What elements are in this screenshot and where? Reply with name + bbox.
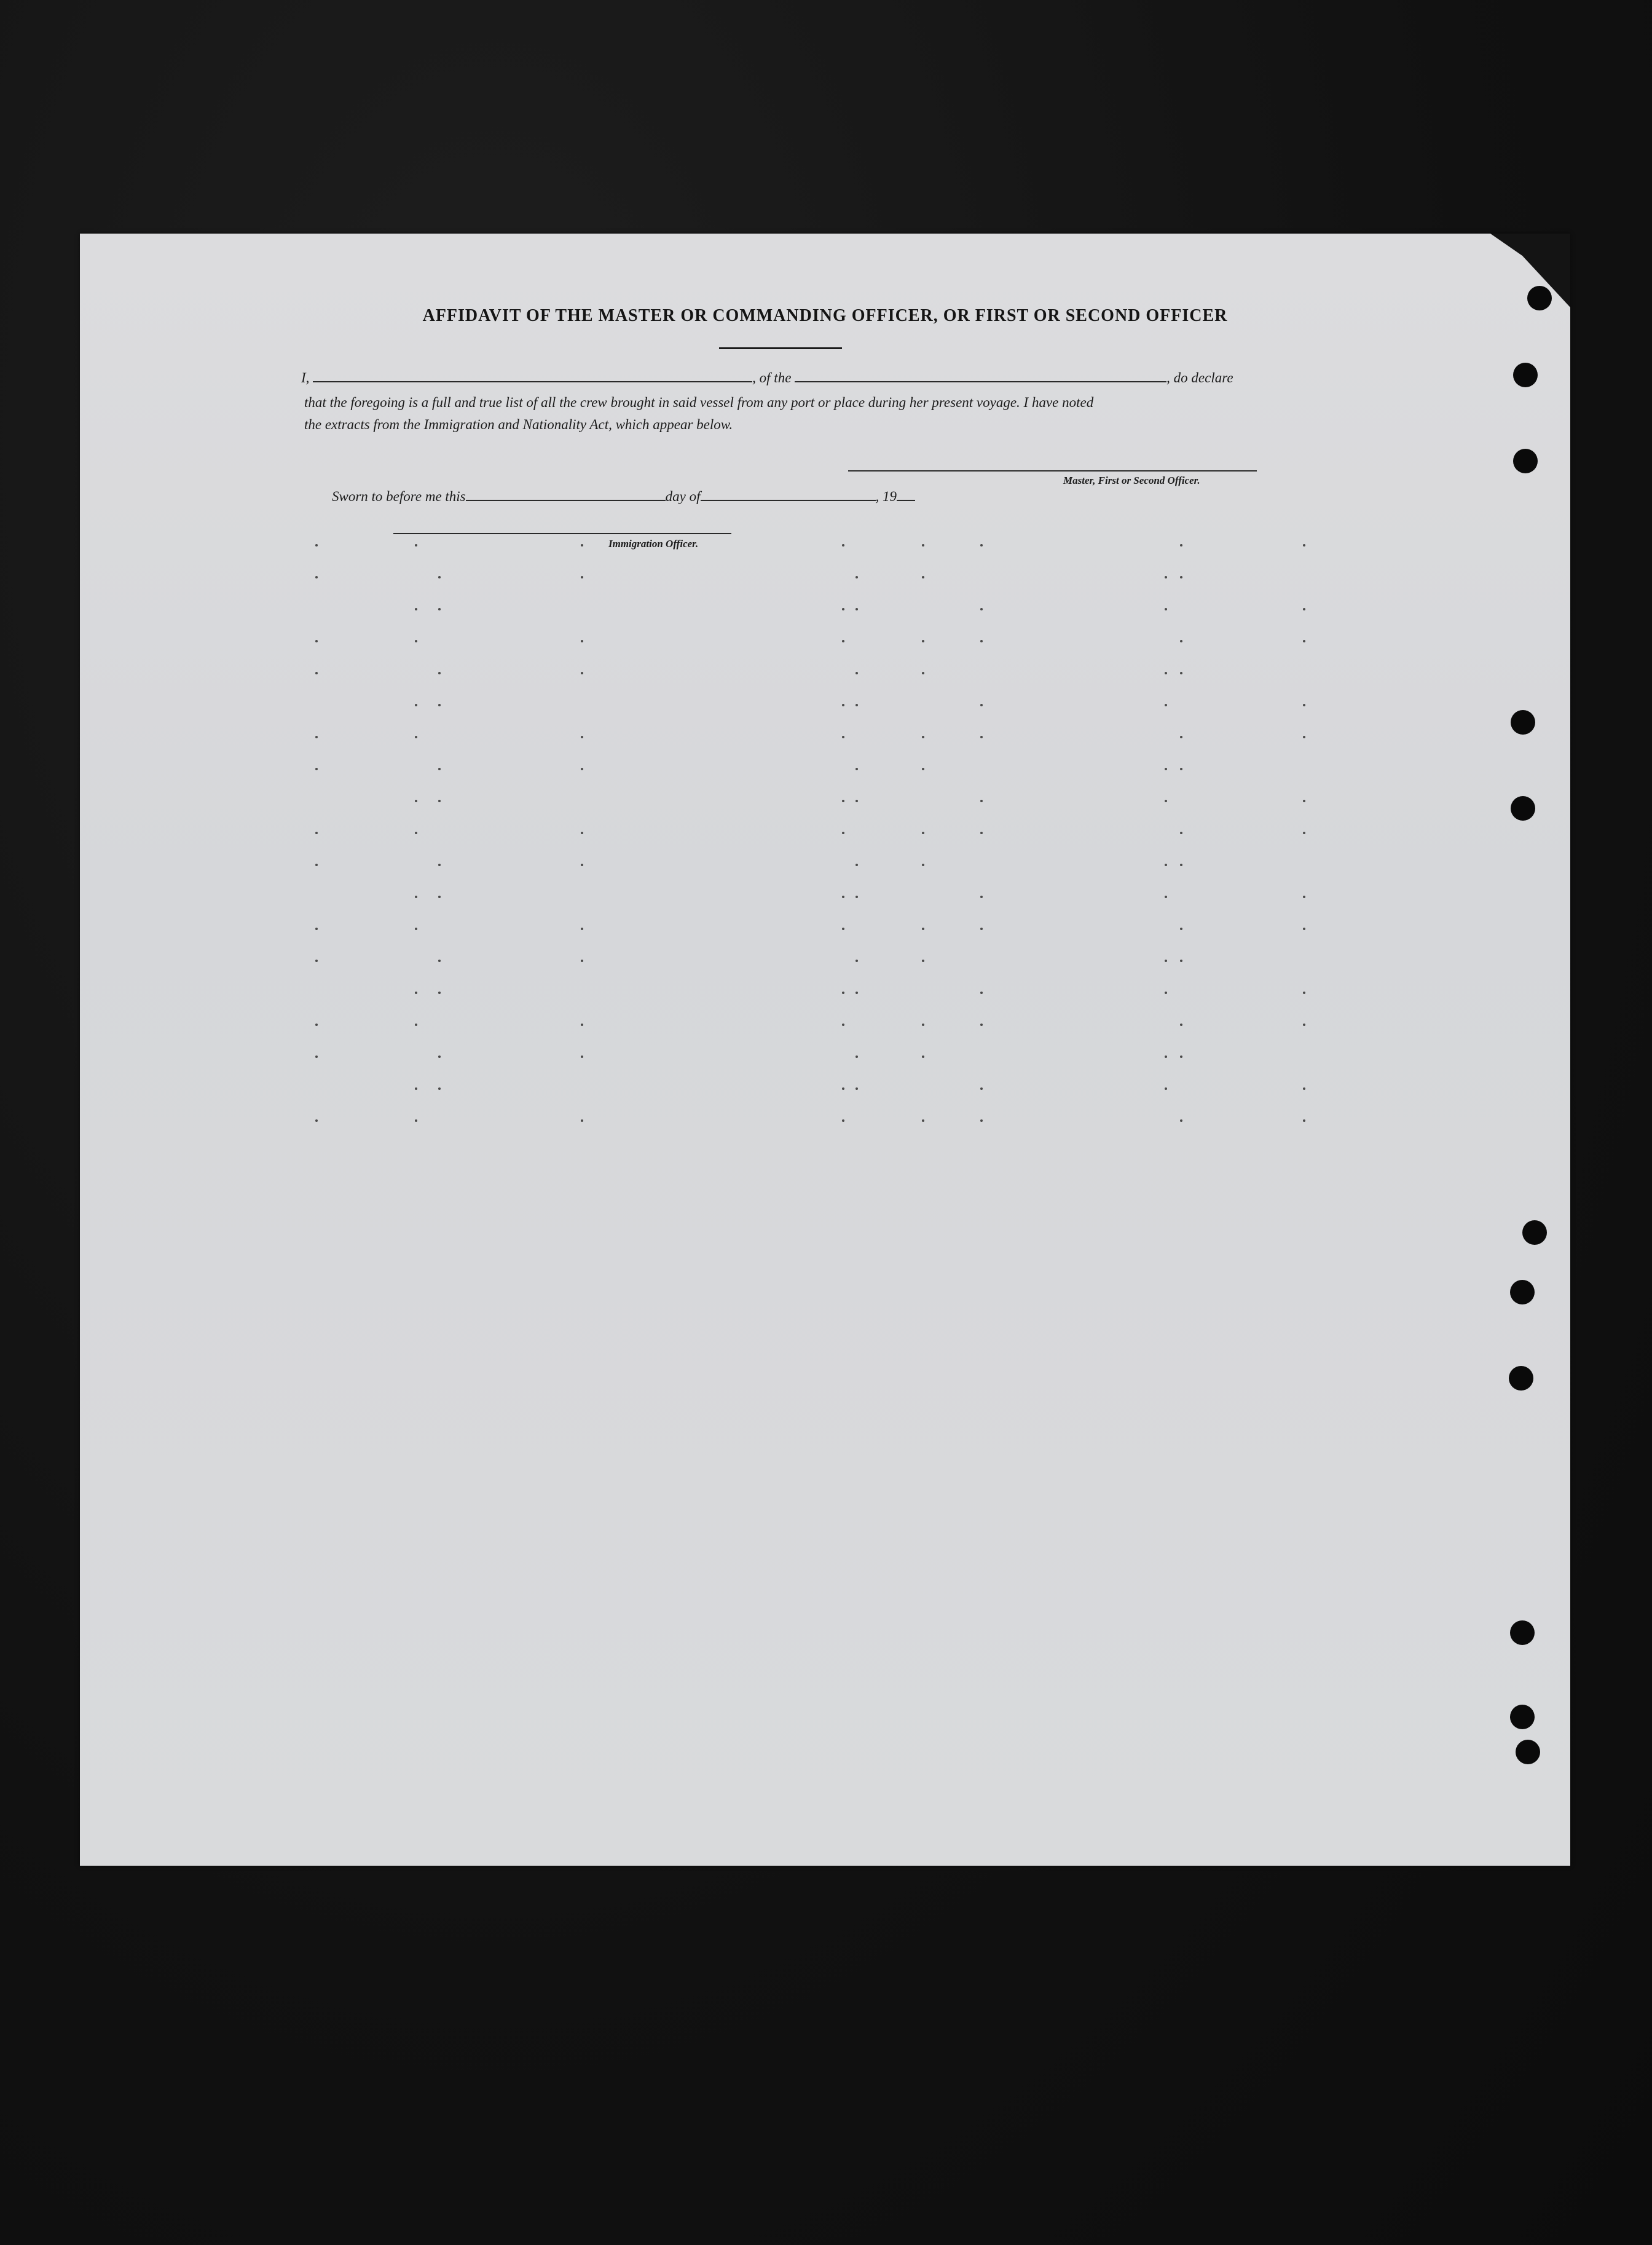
dot-leader xyxy=(1180,1055,1182,1058)
dot-leader xyxy=(1303,992,1305,994)
punch-hole xyxy=(1511,710,1535,735)
dot-leader xyxy=(1303,800,1305,802)
dot-leader xyxy=(581,544,583,546)
dot-leader xyxy=(438,576,441,578)
dot-leader xyxy=(922,640,924,642)
dot-leader xyxy=(856,896,858,898)
dot-leader xyxy=(1303,736,1305,738)
dot-leader xyxy=(842,896,844,898)
dot-leader xyxy=(922,672,924,674)
dot-leader xyxy=(438,608,441,610)
punch-hole xyxy=(1510,1620,1535,1645)
dot-leader xyxy=(1165,992,1167,994)
dot-leader xyxy=(415,640,417,642)
dot-leader xyxy=(1180,1119,1182,1122)
dot-leader xyxy=(581,1055,583,1058)
dot-leader xyxy=(315,864,318,866)
dot-leader xyxy=(922,928,924,930)
dot-leader xyxy=(415,544,417,546)
dot-leader xyxy=(1165,768,1167,770)
dot-leader xyxy=(842,1119,844,1122)
dot-leader xyxy=(1165,800,1167,802)
dot-leader xyxy=(1180,1024,1182,1026)
declaration-i: I, xyxy=(301,370,310,385)
dot-leader xyxy=(581,1024,583,1026)
dot-leader xyxy=(856,768,858,770)
dot-leader xyxy=(842,1024,844,1026)
dot-leader xyxy=(315,1024,318,1026)
dot-leader xyxy=(581,864,583,866)
dot-leader xyxy=(980,1087,983,1090)
punch-hole xyxy=(1513,449,1538,473)
dot-leader xyxy=(415,608,417,610)
dot-leader xyxy=(315,544,318,546)
dot-leader xyxy=(856,800,858,802)
dot-leader xyxy=(1303,704,1305,706)
dot-leader xyxy=(315,576,318,578)
dot-leader xyxy=(581,832,583,834)
dot-leader xyxy=(415,704,417,706)
dot-leader xyxy=(581,736,583,738)
punch-hole xyxy=(1510,1280,1535,1304)
dot-leader xyxy=(1180,960,1182,962)
punch-hole xyxy=(1511,796,1535,821)
dot-leader xyxy=(1303,640,1305,642)
dot-leader xyxy=(842,608,844,610)
dot-leader xyxy=(438,1055,441,1058)
dot-leader xyxy=(581,576,583,578)
dot-leader xyxy=(1303,608,1305,610)
dot-leader xyxy=(922,544,924,546)
dot-leader xyxy=(581,640,583,642)
dot-leader xyxy=(581,1119,583,1122)
dot-leader xyxy=(980,928,983,930)
dot-leader xyxy=(1165,896,1167,898)
dot-leader xyxy=(856,608,858,610)
dot-leader xyxy=(980,608,983,610)
dot-leader xyxy=(922,1024,924,1026)
dot-leader xyxy=(856,864,858,866)
dot-leader xyxy=(922,736,924,738)
dot-leader xyxy=(1303,1087,1305,1090)
dot-leader xyxy=(842,800,844,802)
dot-leader xyxy=(922,960,924,962)
dot-leader xyxy=(1303,544,1305,546)
dot-leader xyxy=(980,736,983,738)
dot-leader xyxy=(1165,864,1167,866)
dot-leader xyxy=(1180,544,1182,546)
dot-leader xyxy=(438,800,441,802)
dot-leader xyxy=(415,1024,417,1026)
punch-hole xyxy=(1516,1740,1540,1764)
dot-leader xyxy=(1180,832,1182,834)
dot-leader xyxy=(438,960,441,962)
sworn-day-of: day of xyxy=(665,489,701,504)
dot-leader xyxy=(415,800,417,802)
affidavit-title: AFFIDAVIT OF THE MASTER OR COMMANDING OFFICER, OR FIRST OR SECOND OFFICER xyxy=(422,306,1228,325)
dot-leader xyxy=(922,1055,924,1058)
dot-leader xyxy=(980,704,983,706)
dot-leader xyxy=(922,1119,924,1122)
declaration-of-the: , of the xyxy=(752,370,792,385)
dot-leader xyxy=(438,768,441,770)
dot-leader xyxy=(315,640,318,642)
declaration-line-3: the extracts from the Immigration and Nationality Act, which appear below. xyxy=(304,417,733,432)
dot-leader xyxy=(980,992,983,994)
dot-leader xyxy=(922,832,924,834)
dot-leader xyxy=(415,736,417,738)
dot-leader xyxy=(415,928,417,930)
dot-leader xyxy=(1303,928,1305,930)
punch-hole xyxy=(1509,1366,1533,1391)
dot-leader xyxy=(315,1119,318,1122)
dot-leader xyxy=(842,640,844,642)
dot-leader xyxy=(842,736,844,738)
dot-leader xyxy=(1180,928,1182,930)
dot-leader xyxy=(980,832,983,834)
dot-leader xyxy=(1180,736,1182,738)
dot-leader xyxy=(438,672,441,674)
dot-leader xyxy=(1180,672,1182,674)
sworn-text: Sworn to before me this xyxy=(332,489,466,504)
dot-leader xyxy=(415,992,417,994)
dot-leader xyxy=(315,672,318,674)
dot-leader xyxy=(315,1055,318,1058)
dot-leader xyxy=(1165,704,1167,706)
dot-leader xyxy=(980,544,983,546)
dot-leader xyxy=(1303,832,1305,834)
dot-leader xyxy=(1303,1024,1305,1026)
dot-leader xyxy=(1165,1087,1167,1090)
dot-leader xyxy=(438,992,441,994)
dot-leader xyxy=(1180,576,1182,578)
dot-leader xyxy=(581,768,583,770)
dot-leader xyxy=(842,992,844,994)
declaration-line-2: that the foregoing is a full and true list of all the crew brought in said vessel from any port or place during her present voyage. I have noted xyxy=(304,395,1094,410)
dot-leader xyxy=(315,832,318,834)
dot-leader xyxy=(438,704,441,706)
dot-leader xyxy=(1165,960,1167,962)
punch-hole xyxy=(1522,1220,1547,1245)
dot-leader xyxy=(922,576,924,578)
dot-leader xyxy=(980,896,983,898)
dot-leader xyxy=(842,832,844,834)
punch-hole xyxy=(1513,363,1538,387)
dot-leader xyxy=(1180,768,1182,770)
dot-leader xyxy=(856,992,858,994)
dot-leader xyxy=(856,576,858,578)
punch-hole xyxy=(1510,1705,1535,1729)
dot-leader xyxy=(415,832,417,834)
dot-leader xyxy=(1180,640,1182,642)
dot-leader xyxy=(1165,608,1167,610)
dot-leader xyxy=(980,800,983,802)
sworn-year: , 19 xyxy=(875,489,897,504)
dot-leader xyxy=(1165,576,1167,578)
dot-leader xyxy=(438,864,441,866)
dot-leader xyxy=(922,768,924,770)
dot-leader xyxy=(856,960,858,962)
dot-leader xyxy=(922,864,924,866)
document-page xyxy=(80,234,1570,1866)
punch-hole xyxy=(1527,286,1552,310)
dot-leader xyxy=(581,960,583,962)
dot-leader xyxy=(581,672,583,674)
dot-leader xyxy=(438,1087,441,1090)
dot-leader xyxy=(438,896,441,898)
dot-leader xyxy=(415,1087,417,1090)
master-signature-label: Master, First or Second Officer. xyxy=(1063,475,1200,486)
dot-leader xyxy=(415,1119,417,1122)
dot-leader xyxy=(842,544,844,546)
dot-leader xyxy=(842,928,844,930)
dot-leader xyxy=(856,704,858,706)
dot-leader xyxy=(856,1055,858,1058)
dot-leader xyxy=(1165,672,1167,674)
dot-leader xyxy=(315,768,318,770)
dot-leader xyxy=(842,1087,844,1090)
column-dot-leaders xyxy=(80,234,1570,1866)
dot-leader xyxy=(415,896,417,898)
dot-leader xyxy=(1303,1119,1305,1122)
dot-leader xyxy=(1165,1055,1167,1058)
dot-leader xyxy=(980,1119,983,1122)
dot-leader xyxy=(980,1024,983,1026)
dot-leader xyxy=(842,704,844,706)
dot-leader xyxy=(856,1087,858,1090)
immigration-officer-label: Immigration Officer. xyxy=(608,538,699,550)
declaration-do-declare: , do declare xyxy=(1166,370,1233,385)
dot-leader xyxy=(581,928,583,930)
dot-leader xyxy=(315,928,318,930)
dot-leader xyxy=(1180,864,1182,866)
dot-leader xyxy=(315,736,318,738)
dot-leader xyxy=(856,672,858,674)
dot-leader xyxy=(1303,896,1305,898)
dot-leader xyxy=(315,960,318,962)
dot-leader xyxy=(980,640,983,642)
